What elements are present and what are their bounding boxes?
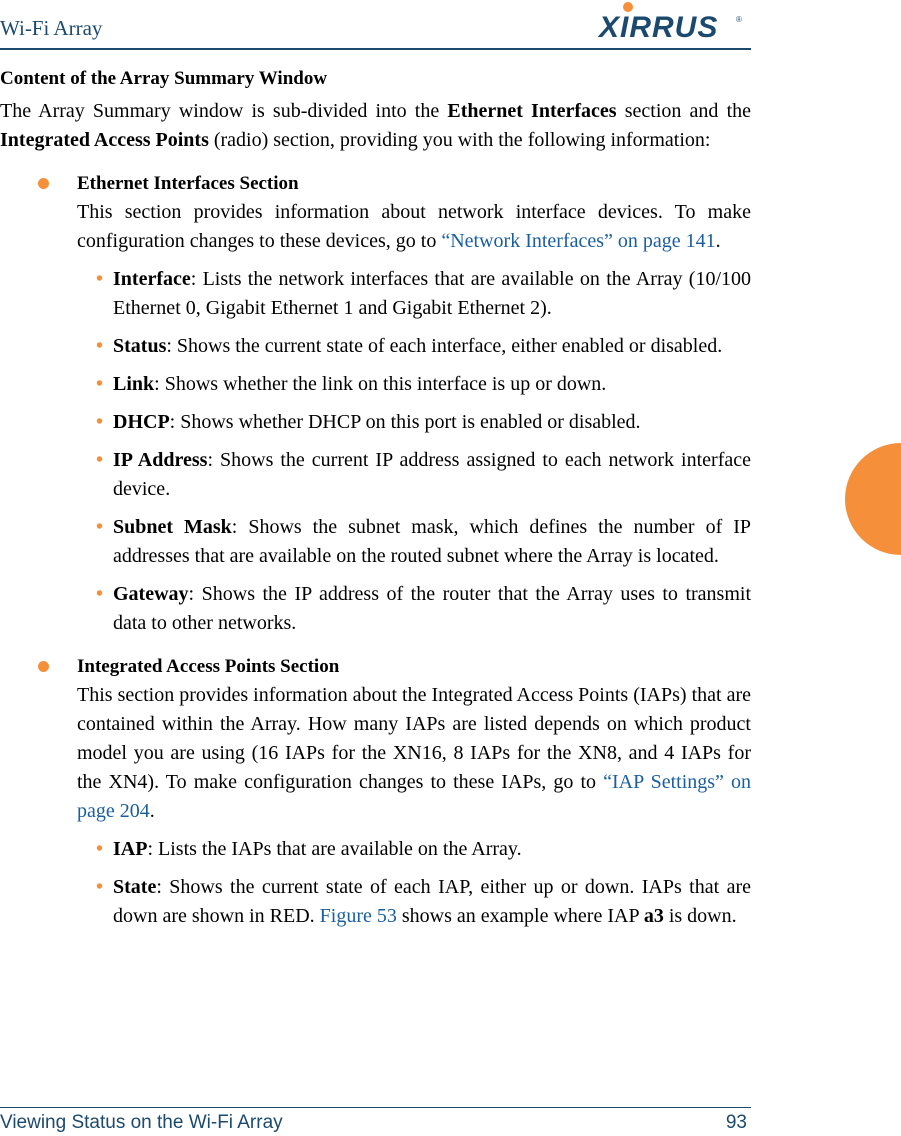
list-item: • Gateway: Shows the IP address of the router that the Array uses to transmit data to other networks. xyxy=(0,580,751,638)
network-interfaces-link[interactable]: “Network Interfaces” on page 141 xyxy=(441,230,716,252)
footer-rule xyxy=(0,1107,751,1108)
list-item: • Subnet Mask: Shows the subnet mask, which defines the number of IP addresses that are available on the routed subnet where the Array is located. xyxy=(0,513,751,571)
bullet-icon: • xyxy=(96,516,104,538)
ethernet-section xyxy=(0,169,751,256)
ethernet-section-title: Ethernet Interfaces Section xyxy=(77,173,299,194)
iap-section xyxy=(0,652,751,826)
footer-section-title: Viewing Status on the Wi-Fi Array xyxy=(0,1112,283,1133)
chapter-tab-marker xyxy=(845,443,901,555)
bullet-icon: • xyxy=(96,876,104,898)
page-number: 93 xyxy=(725,1112,747,1133)
xirrus-logo xyxy=(597,0,747,42)
bullet-icon: • xyxy=(96,411,104,433)
bullet-icon: • xyxy=(96,335,104,357)
ethernet-description: This section provides information about network interface devices. To make configuration changes to these devices, go to “Network Interfaces” on page 141. xyxy=(77,201,751,252)
list-item: • IP Address: Shows the current IP address assigned to each network interface device. xyxy=(0,446,751,504)
logo-text: XIRRUS xyxy=(599,11,719,42)
bullet-icon: • xyxy=(96,373,104,395)
bullet-dot-icon xyxy=(38,661,49,672)
bullet-icon: • xyxy=(96,583,104,605)
section-heading: Content of the Array Summary Window xyxy=(0,68,328,89)
list-item: • Interface: Lists the network interfaces that are available on the Array (10/100 Ethernet 0, Gigabit Ethernet 1 and Gigabit Ethernet 2). xyxy=(0,265,751,323)
list-item: • IAP: Lists the IAPs that are available on the Array. xyxy=(0,835,751,864)
bullet-dot-icon xyxy=(38,178,49,189)
figure-53-link[interactable]: Figure 53 xyxy=(319,905,397,927)
iap-section-title: Integrated Access Points Section xyxy=(77,656,340,677)
list-item: • State: Shows the current state of each IAP, either up or down. IAPs that are down are shown in RED. Figure 53 shows an example where IAP a3 is down. xyxy=(0,873,751,931)
bullet-icon: • xyxy=(96,268,104,290)
header-title: Wi-Fi Array xyxy=(0,16,103,40)
list-item: • Link: Shows whether the link on this interface is up or down. xyxy=(0,370,751,399)
bullet-icon: • xyxy=(96,838,104,860)
list-item: • DHCP: Shows whether DHCP on this port is enabled or disabled. xyxy=(0,408,751,437)
bullet-icon: • xyxy=(96,449,104,471)
iap-description: This section provides information about the Integrated Access Points (IAPs) that are contained within the Array. How many IAPs are listed depends on which product model you are using (16 IAPs for the XN16, 8 IAPs for the XN8, and 4 IAPs for the XN4). To make configuration changes to these IAPs, go to “IAP Settings” on page 204. xyxy=(77,684,751,822)
page-content xyxy=(0,64,751,931)
intro-paragraph: The Array Summary window is sub-divided into the Ethernet Interfaces section and the Integrated Access Points (radio) section, providing you with the following information: xyxy=(0,100,752,151)
iap-settings-link[interactable]: “IAP Settings” on page 204 xyxy=(77,771,751,822)
logo-registered-mark: ® xyxy=(736,15,742,24)
list-item: • Status: Shows the current state of each interface, either enabled or disabled. xyxy=(0,332,751,361)
header-rule xyxy=(0,48,751,50)
